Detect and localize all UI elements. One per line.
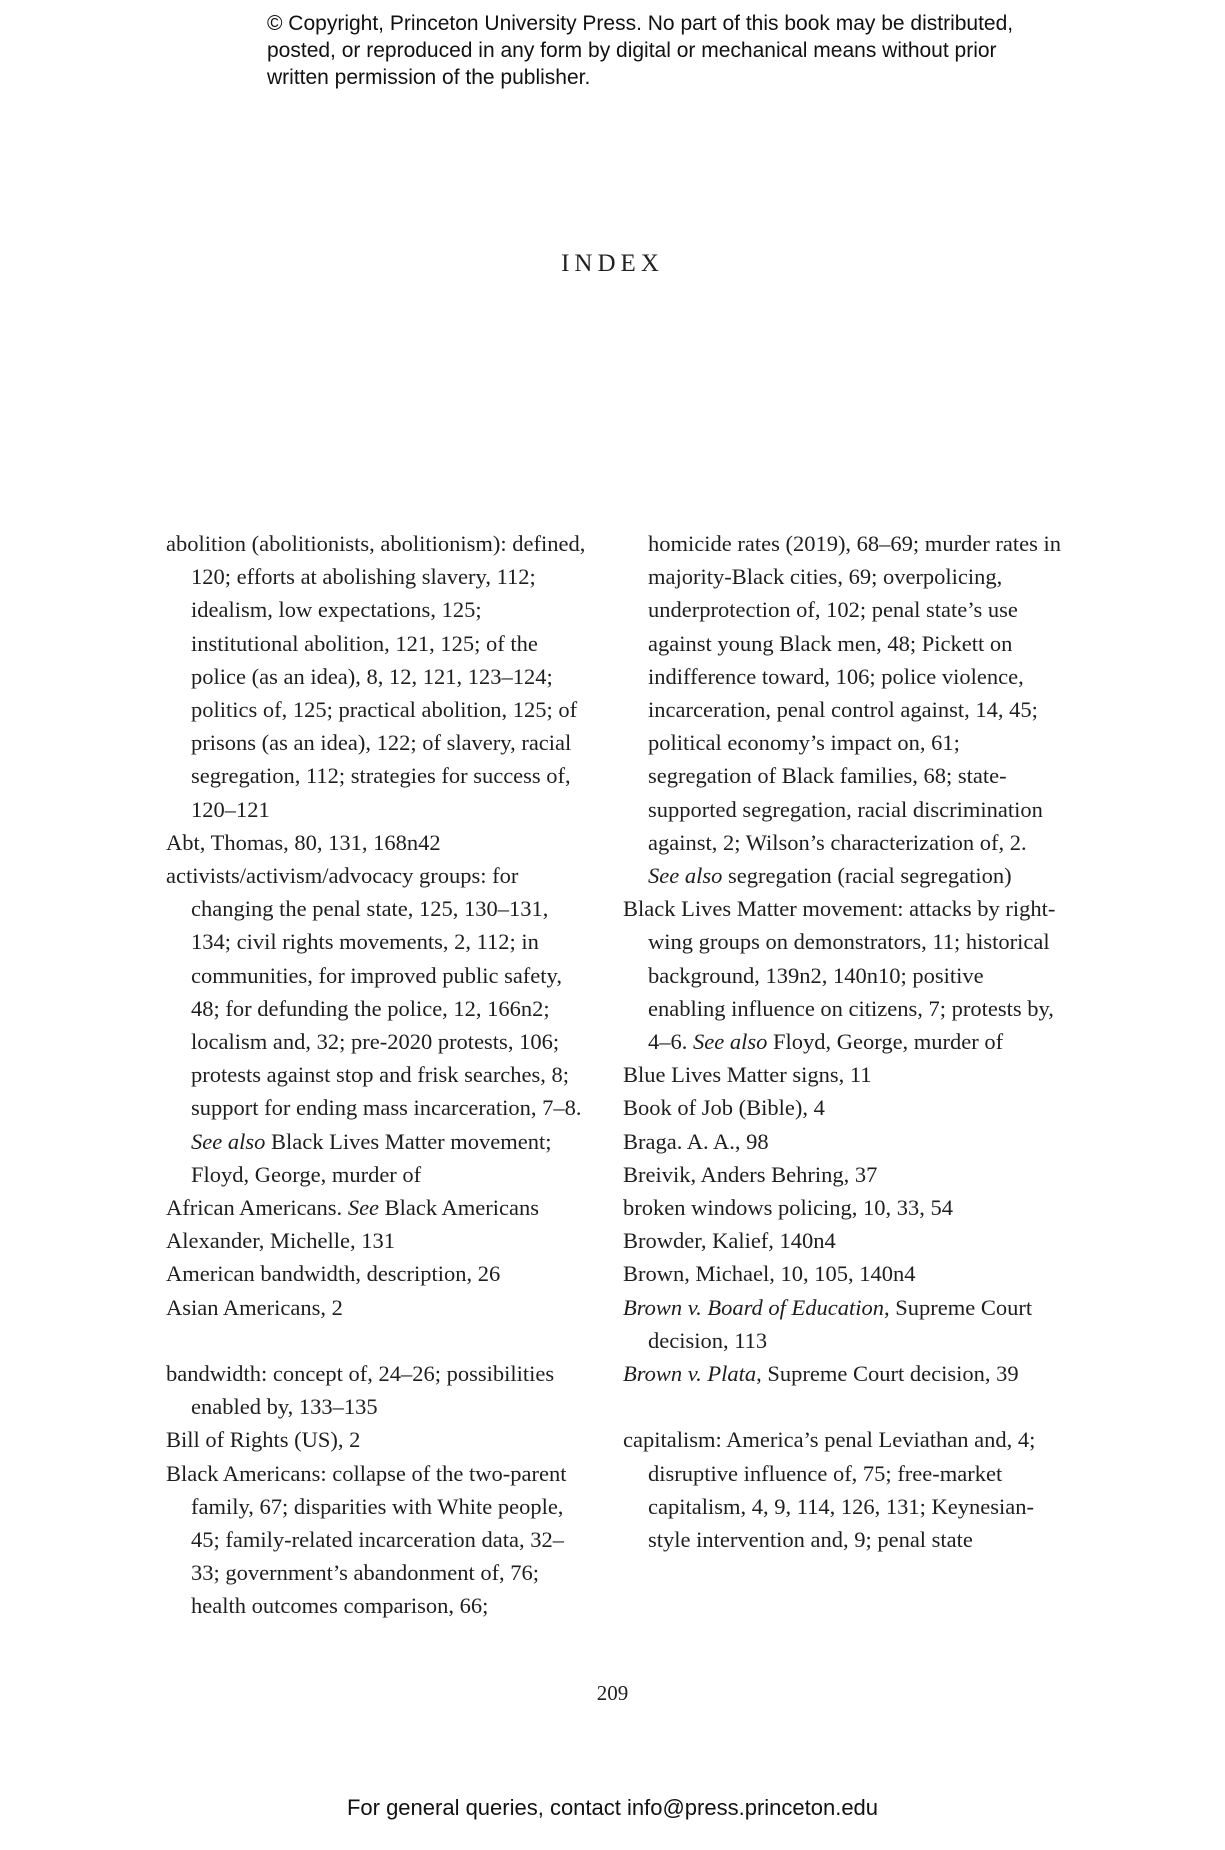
case-title: Brown v. Board of Education [623, 1294, 885, 1320]
index-entry: capitalism: America’s penal Leviathan and, 4; disruptive influence of, 75; free-market capitalism, 4, 9, 114, 126, 131; Keynesian-style intervention and, 9; penal state [623, 1427, 1036, 1553]
index-entry: Asian Americans, 2 [166, 1294, 343, 1320]
see-also-reference: See also [648, 863, 723, 889]
index-entry: bandwidth: concept of, 24–26; possibilities enabled by, 133–135 [166, 1361, 555, 1420]
index-entry: American bandwidth, description, 26 [166, 1261, 501, 1287]
index-entry: Black Lives Matter movement: attacks by right-wing groups on demonstrators, 11; historical background, 139n2, 140n10; positive enabling influence on citizens, 7; protests by, 4–6. See also Floyd, George, murder of [623, 896, 1056, 1055]
index-column-left [166, 527, 586, 1623]
index-entry: Braga. A. A., 98 [623, 1128, 769, 1154]
index-entry: Brown v. Board of Education, Supreme Court decision, 113 [623, 1294, 1033, 1353]
index-entry: Book of Job (Bible), 4 [623, 1095, 825, 1121]
see-also-reference: See also [693, 1029, 768, 1055]
index-entry: Alexander, Michelle, 131 [166, 1228, 396, 1254]
see-also-reference: See also [191, 1128, 266, 1154]
index-entry: abolition (abolitionists, abolitionism): defined, 120; efforts at abolishing slavery, 112; idealism, low expectations, 125; institutional abolition, 121, 125; of the police (as an idea), 8, 12, 121, 123–124; politics of, 125; practical abolition, 125; of prisons (as an idea), 122; of slavery, racial segregation, 112; strategies for success of, 120–121 [166, 531, 586, 822]
index-entry-continuation: homicide rates (2019), 68–69; murder rates in majority-Black cities, 69; overpolicing, underprotection of, 102; penal state’s use against young Black men, 48; Pickett on indifference toward, 106; police violence, incarceration, penal control against, 14, 45; political economy’s impact on, 61; segregation of Black families, 68; state-supported segregation, racial discrimination against, 2; Wilson’s characterization of, 2. See also segregation (racial segregation) [648, 531, 1062, 889]
index-column-right [623, 527, 1063, 1556]
index-entry: Blue Lives Matter signs, 11 [623, 1062, 872, 1088]
index-entry: Bill of Rights (US), 2 [166, 1427, 361, 1453]
section-spacer [166, 1324, 586, 1357]
index-entry: Abt, Thomas, 80, 131, 168n42 [166, 829, 441, 855]
index-entry: activists/activism/advocacy groups: for changing the penal state, 125, 130–131, 134; civil rights movements, 2, 112; in communities, for improved public safety, 48; for defunding the police, 12, 166n2; localism and, 32; pre-2020 protests, 106; protests against stop and frisk searches, 8; support for ending mass incarceration, 7–8. See also Black Lives Matter movement; Floyd, George, murder of [166, 863, 582, 1187]
section-spacer [623, 1390, 1063, 1423]
case-title: Brown v. Plata [623, 1361, 757, 1387]
see-reference: See [347, 1195, 380, 1221]
index-entry: Brown, Michael, 10, 105, 140n4 [623, 1261, 916, 1287]
page-title: INDEX [561, 250, 664, 277]
copyright-notice: © Copyright, Princeton University Press. No part of this book may be distributed, posted, or reproduced in any form by digital or mechanical means without prior written permission of the publisher. [267, 12, 1014, 89]
index-entry: Black Americans: collapse of the two-parent family, 67; disparities with White people, 45; family-related incarceration data, 32–33; government’s abandonment of, 76; health outcomes comparison, 66; [166, 1460, 567, 1619]
index-entry: Brown v. Plata, Supreme Court decision, 39 [623, 1361, 1019, 1387]
page-number: 209 [596, 1681, 629, 1705]
index-entry: African Americans. See Black Americans [166, 1195, 539, 1221]
index-entry: Breivik, Anders Behring, 37 [623, 1161, 878, 1187]
footer-contact: For general queries, contact info@press.princeton.edu [346, 1795, 879, 1820]
index-entry: Browder, Kalief, 140n4 [623, 1228, 836, 1254]
index-entry: broken windows policing, 10, 33, 54 [623, 1195, 953, 1221]
